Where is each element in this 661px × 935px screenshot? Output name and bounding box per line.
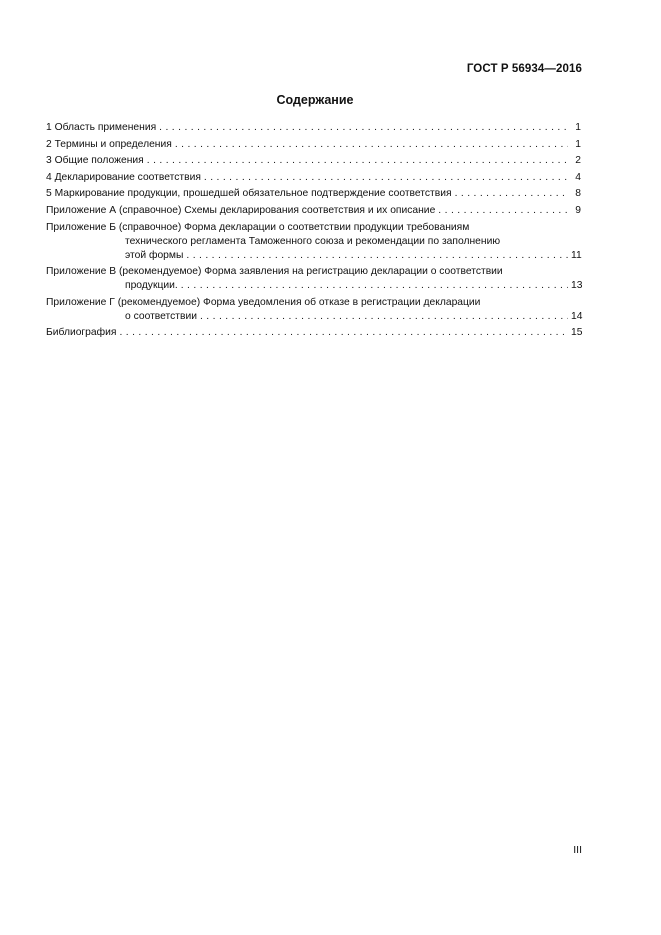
toc-entry-text: Приложение Г (рекомендуемое) Форма уведомления об отказе в регистрации декларации <box>46 296 481 308</box>
toc-entry[interactable] <box>46 204 581 218</box>
toc-entry[interactable] <box>46 326 581 340</box>
toc-leader-dots <box>200 310 568 324</box>
toc-entry-text: 4 Декларирование соответствия <box>46 171 201 183</box>
toc-entry[interactable] <box>46 187 581 201</box>
toc-entry-page: 1 <box>575 122 581 133</box>
toc-entry-page: 14 <box>571 310 583 322</box>
toc-entry[interactable] <box>46 221 581 263</box>
toc-entry-text: продукции. <box>125 280 178 292</box>
toc-entry[interactable] <box>46 296 581 324</box>
toc-entry-page: 9 <box>575 204 581 216</box>
toc-leader-dots <box>159 121 568 135</box>
toc-entry-page: 11 <box>571 249 582 261</box>
toc-entry-text: Приложение В (рекомендуемое) Форма заявления на регистрацию декларации о соответствии <box>46 266 503 278</box>
toc-entry-text: Приложение Б (справочное) Форма декларации о соответствии продукции требованиям <box>46 221 470 233</box>
toc-entry[interactable] <box>46 171 581 185</box>
toc-leader-dots <box>147 154 568 168</box>
toc-entry-text: 3 Общие положения <box>46 155 144 167</box>
toc-entry-text: 1 Область применения <box>46 122 157 133</box>
toc-leader-dots <box>119 326 568 340</box>
toc-entry-page: 13 <box>571 280 583 292</box>
toc-leader-dots <box>204 171 568 185</box>
toc-leader-dots <box>455 187 568 201</box>
document-code: ГОСТ Р 56934—2016 <box>466 63 582 75</box>
toc-entry-text: Приложение А (справочное) Схемы декларирования соответствия и их описание <box>46 204 436 216</box>
toc-leader-dots <box>181 279 568 293</box>
toc-entry-page: 8 <box>575 188 581 200</box>
page-number: III <box>573 844 582 856</box>
toc-entry[interactable] <box>46 138 581 152</box>
toc-leader-dots <box>186 249 568 263</box>
toc-leader-dots <box>438 204 568 218</box>
toc-entry-text: Библиография <box>46 327 117 339</box>
toc-entry[interactable] <box>46 154 581 168</box>
toc-entry-page: 1 <box>575 138 581 150</box>
toc-entry-text: этой формы <box>125 249 184 261</box>
table-of-contents <box>46 121 581 343</box>
toc-entry-page: 15 <box>571 327 583 339</box>
toc-entry-page: 2 <box>575 155 581 167</box>
toc-entry[interactable] <box>46 121 581 135</box>
toc-entry-text: технического регламента Таможенного союза и рекомендации по заполнению <box>125 235 501 247</box>
toc-leader-dots <box>175 138 568 152</box>
toc-entry-text: 2 Термины и определения <box>46 138 172 150</box>
toc-entry-text: 5 Маркирование продукции, прошедшей обязательное подтверждение соответствия <box>46 188 452 200</box>
toc-entry-text: о соответствии <box>125 310 197 322</box>
toc-entry[interactable] <box>46 265 581 293</box>
toc-title: Содержание <box>276 93 354 107</box>
toc-entry-page: 4 <box>575 171 581 183</box>
